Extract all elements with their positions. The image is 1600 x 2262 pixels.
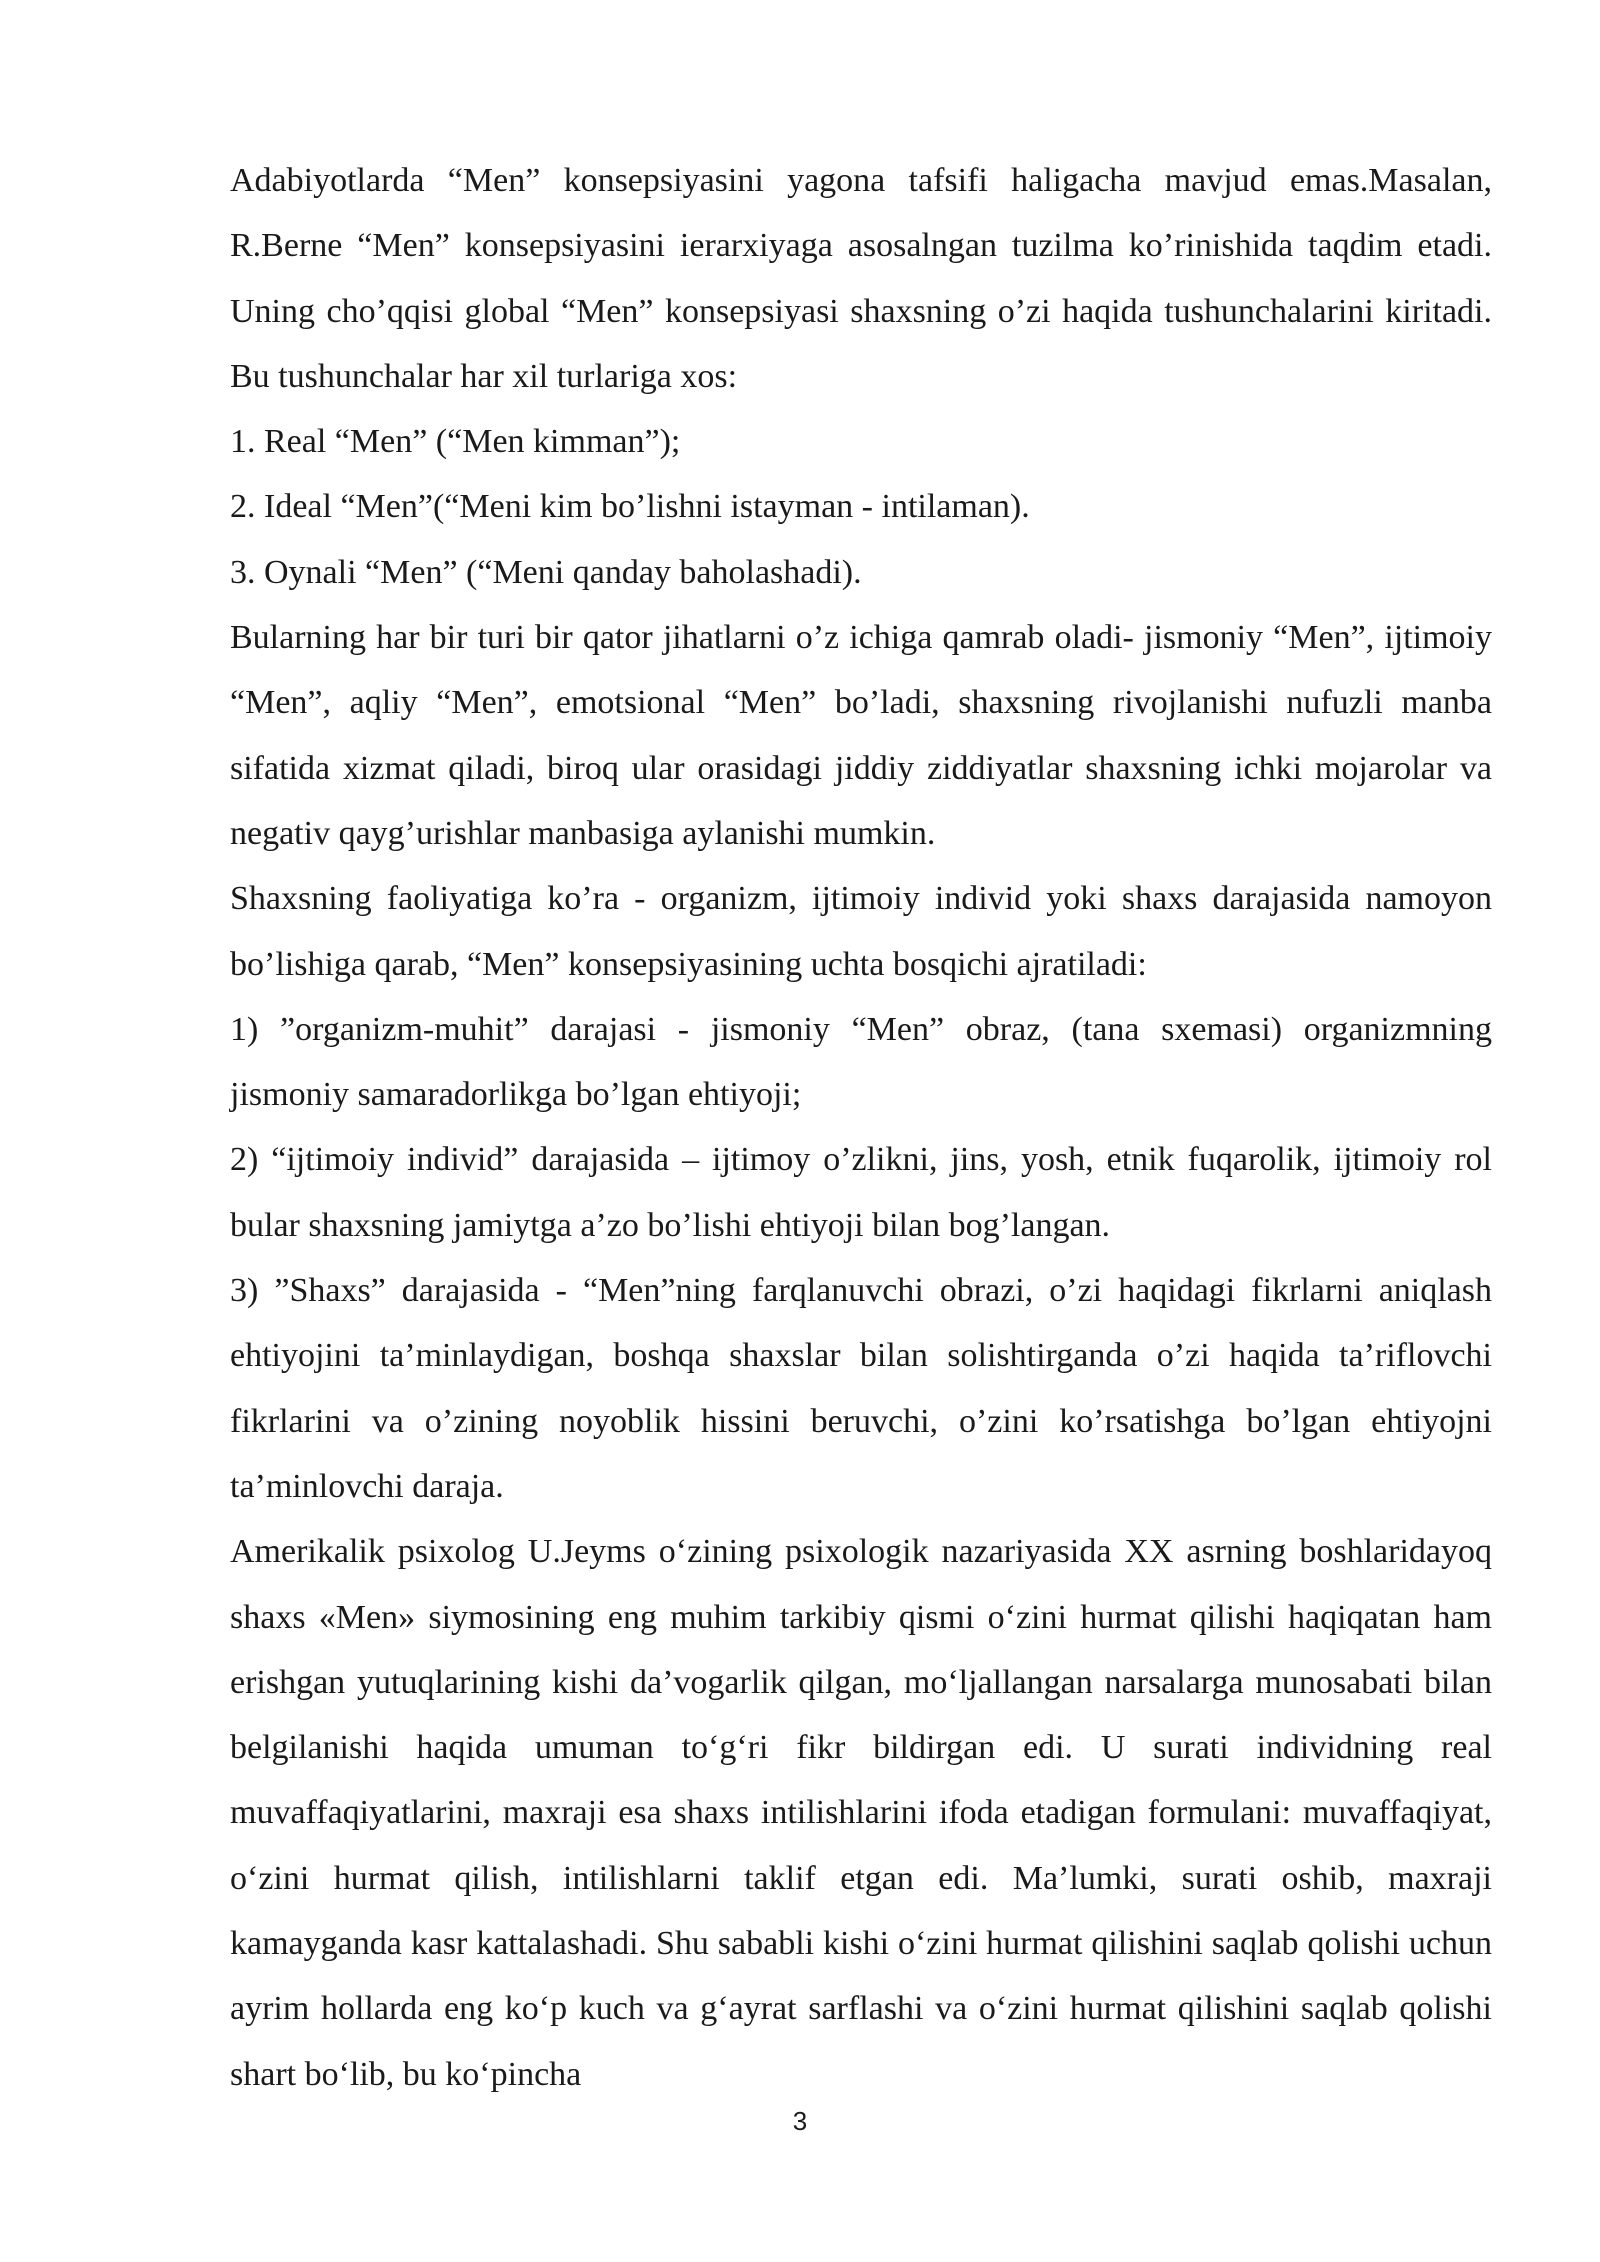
list-item-social-level: 2) “ijtimoiy individ” darajasida – ijtimoy o’zlikni, jins, yosh, etnik fuqarolik, ijtimoiy rol bular shaxsning jamiytga a’zo bo’lishi ehtiyoji bilan bog’langan.	[230, 1141, 1492, 1244]
list-item-organism-level: 1) ”organizm-muhit” darajasi - jismoniy “Men” obraz, (tana sxemasi) organizmning jismoniy samaradorlikga bo’lgan ehtiyoji;	[230, 1010, 1492, 1114]
paragraph-three-stages: Shaxsning faoliyatiga ko’ra - organizm, ijtimoiy individ yoki shaxs darajasida namoyon bo’lishiga qarab, “Men” konsepsiyasining uchta bosqichi ajratiladi:	[230, 880, 1492, 983]
list-item-personality-level: 3) ”Shaxs” darajasida - “Men”ning farqlanuvchi obrazi, o’zi haqidagi fikrlarni aniqlash ehtiyojini ta’minlaydigan, boshqa shaxslar bilan solishtirganda o’zi haqida ta’riflovchi fikrlarini va o’zining noyoblik hissini beruvchi, o’zini ko’rsatishga bo’lgan ehtiyojni ta’minlovchi daraja.	[230, 1272, 1492, 1505]
list-item-ideal-men: 2. Ideal “Men”(“Meni kim bo’lishni istayman - intilaman).	[230, 488, 1030, 526]
page-number: 3	[792, 2106, 808, 2136]
paragraph-aspects: Bularning har bir turi bir qator jihatlarni o’z ichiga qamrab oladi- jismoniy “Men”, ijtimoiy “Men”, aqliy “Men”, emotsional “Men” bo’ladi, shaxsning rivojlanishi nufuzli manba sifatida xizmat qiladi, biroq ular orasidagi jiddiy ziddiyatlar shaxsning ichki mojarolar va negativ qayg’urishlar manbasiga aylanishi mumkin.	[230, 619, 1492, 852]
paragraph-james-theory: Amerikalik psixolog U.Jeyms o‘zining psixologik nazariyasida XX asrning boshlaridayoq shaxs «Men» siymosining eng muhim tarkibiy qismi o‘zini hurmat qilishi haqiqatan ham erishgan yutuqlarining kishi da’vogarlik qilgan, mo‘ljallangan narsalarga munosabati bilan belgilanishi haqida umuman to‘g‘ri fikr bildirgan edi. U surati individning real muvaffaqiyatlarini, maxraji esa shaxs intilishlarini ifoda etadigan formulani: muvaffaqiyat, o‘zini hurmat qilish, intilishlarni taklif etgan edi. Ma’lumki, surati oshib, maxraji kamayganda kasr kattalashadi. Shu sababli kishi o‘zini hurmat qilishini saqlab qolishi uchun ayrim hollarda eng ko‘p kuch va g‘ayrat sarflashi va o‘zini hurmat qilishini saqlab qolishi shart bo‘lib, bu ko‘pincha	[230, 1533, 1492, 2093]
paragraph-men-concept-intro: Adabiyotlarda “Men” konsepsiyasini yagona tafsifi haligacha mavjud emas.Masalan, R.Berne “Men” konsepsiyasini ierarxiyaga asosalngan tuzilma ko’rinishida taqdim etadi. Uning cho’qqisi global “Men” konsepsiyasi shaxsning o’zi haqida tushunchalarini kiritadi. Bu tushunchalar har xil turlariga xos:	[230, 162, 1492, 395]
list-item-real-men: 1. Real “Men” (“Men kimman”);	[230, 423, 681, 461]
document-page	[230, 148, 1492, 2107]
list-item-mirror-men: 3. Oynali “Men” (“Meni qanday baholashadi).	[230, 553, 862, 591]
